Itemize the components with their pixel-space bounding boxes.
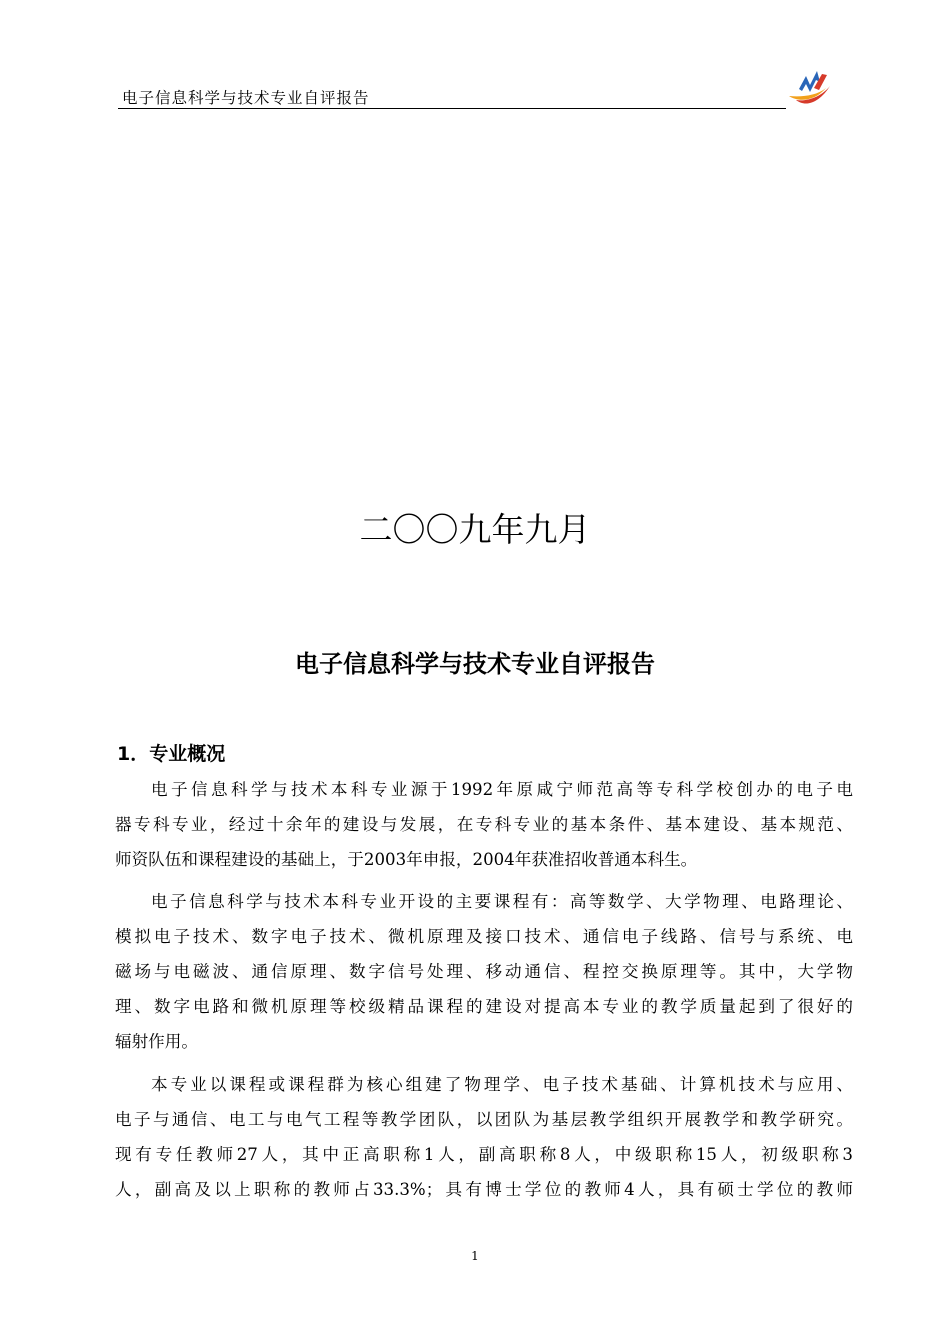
text-line: 器专科专业，经过十余年的建设与发展，在专科专业的基本条件、基本建设、基本规范、	[115, 815, 853, 834]
report-title: 电子信息科学与技术专业自评报告	[295, 650, 655, 678]
school-logo	[786, 66, 832, 108]
page-header	[118, 82, 786, 109]
section-heading: 1．专业概况	[117, 743, 226, 765]
text-line: 师资队伍和课程建设的基础上，于2003年申报，2004年获准招收普通本科生。	[115, 850, 698, 869]
text-line: 电子与通信、电工与电气工程等教学团队，以团队为基层教学组织开展教学和教学研究。	[115, 1110, 853, 1129]
header-title: 电子信息科学与技术专业自评报告	[122, 89, 370, 107]
text-line: 本专业以课程或课程群为核心组建了物理学、电子技术基础、计算机技术与应用、	[151, 1075, 853, 1094]
text-line: 人，副高及以上职称的教师占33.3%；具有博士学位的教师4人，具有硕士学位的教师	[115, 1180, 853, 1199]
text-line: 理、数字电路和微机原理等校级精品课程的建设对提高本专业的教学质量起到了很好的	[115, 997, 853, 1016]
cover-date: 二〇〇九年九月	[359, 510, 591, 549]
text-line: 电子信息科学与技术本科专业开设的主要课程有：高等数学、大学物理、电路理论、	[151, 892, 853, 911]
text-line: 现有专任教师27人，其中正高职称1人，副高职称8人，中级职称15人，初级职称3	[115, 1145, 853, 1164]
text-line: 辐射作用。	[115, 1032, 198, 1051]
page-number: 1	[471, 1249, 479, 1263]
text-line: 模拟电子技术、数字电子技术、微机原理及接口技术、通信电子线路、信号与系统、电	[115, 927, 853, 946]
text-line: 磁场与电磁波、通信原理、数字信号处理、移动通信、程控交换原理等。其中，大学物	[115, 962, 853, 981]
text-line: 电子信息科学与技术本科专业源于1992年原咸宁师范高等专科学校创办的电子电	[151, 780, 853, 799]
